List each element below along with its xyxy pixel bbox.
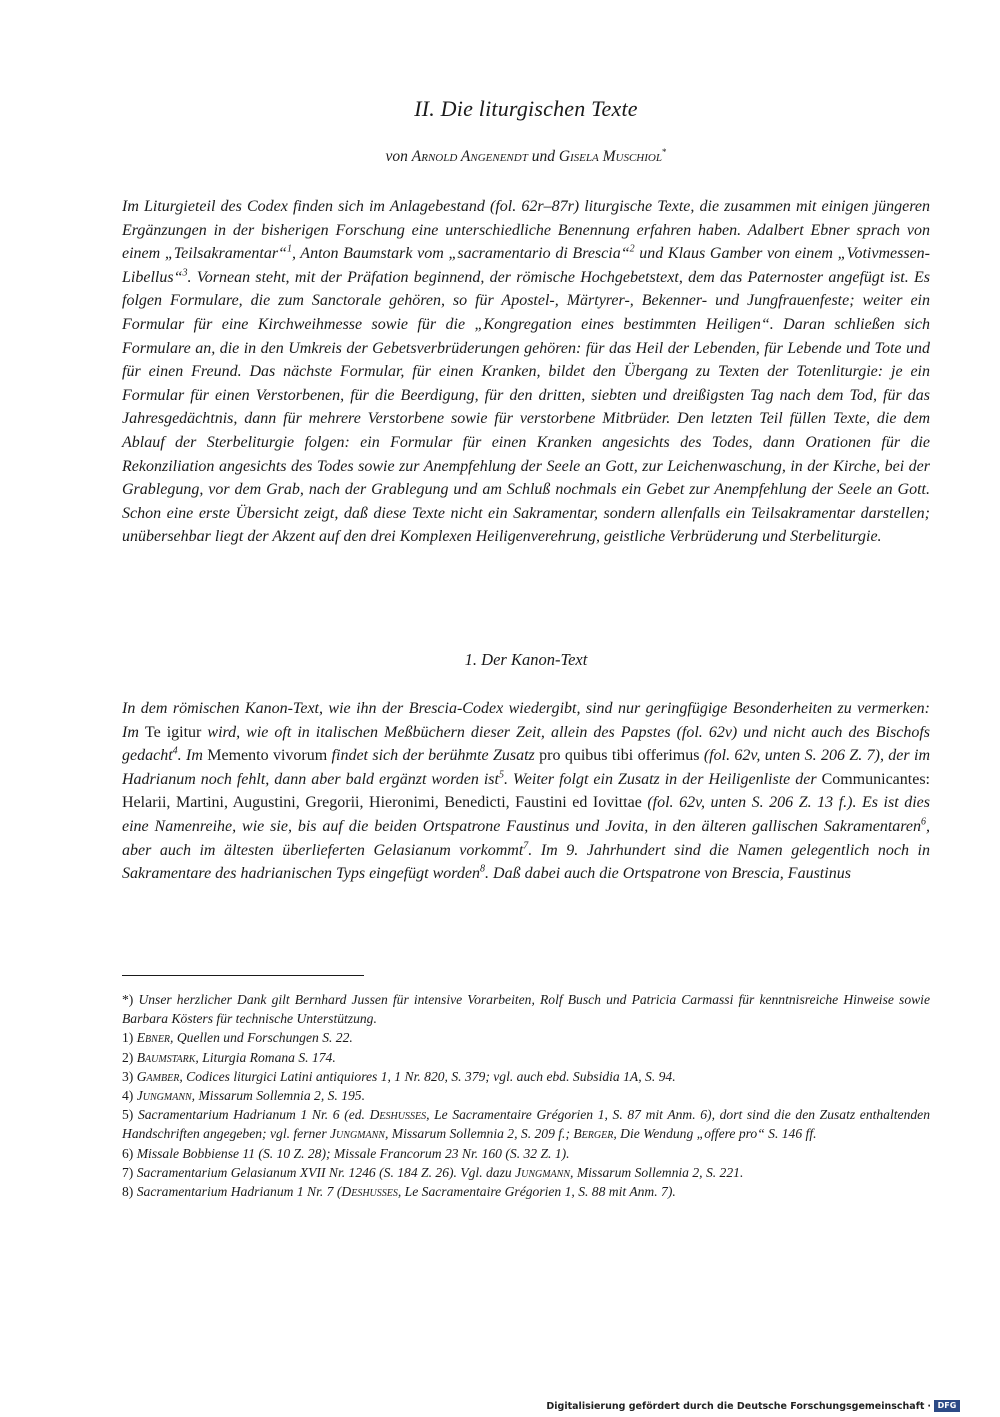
footnote-ref-8[interactable]: 8 bbox=[480, 863, 486, 875]
footnote-ref-1[interactable]: 1 bbox=[286, 243, 292, 255]
footnote-text: , Le Sacramentaire Grégorien 1, S. 87 mit Anm. 6), dort sind die den Zusatz enthaltenden Handschriften angegeben; vgl. ferner bbox=[122, 1107, 930, 1142]
kanon-text: findet sich der berühmte Zusatz bbox=[327, 747, 540, 765]
footnote-mark: 1) bbox=[122, 1030, 134, 1046]
footnote-separator bbox=[122, 975, 364, 976]
footnote-text: Sacramentarium Hadrianum 1 Nr. 6 (ed. bbox=[133, 1107, 370, 1123]
kanon-text: . Daß dabei auch die Ortspatrone von Brescia, Faustinus bbox=[485, 865, 851, 883]
authors-prefix: von bbox=[385, 148, 408, 166]
footnote-mark: 8) bbox=[122, 1184, 134, 1200]
footnote-ref-2[interactable]: 2 bbox=[629, 243, 635, 255]
latin-term: Memento vivorum bbox=[207, 747, 328, 765]
footnote-text: , Die Wendung „offere pro“ S. 146 ff. bbox=[613, 1126, 817, 1142]
dfg-logo-icon: DFG bbox=[934, 1400, 960, 1412]
footnote-text: Sacramentarium Hadrianum 1 Nr. 7 ( bbox=[133, 1184, 342, 1200]
footnote-text: Missale Bobbiense 11 (S. 10 Z. 28); Missale Francorum 23 Nr. 160 (S. 32 Z. 1). bbox=[133, 1145, 570, 1161]
footnote-mark: *) bbox=[122, 992, 134, 1007]
kanon-text: (fol. 62v, unten S. 206 Z. 7), der im Hadrianum noch fehlt, dann aber bald ergänzt worden ist bbox=[122, 747, 931, 788]
footnote-2 bbox=[122, 1048, 930, 1067]
footnote-text: , Missarum Sollemnia 2, S. 195. bbox=[191, 1088, 365, 1104]
footnote-text: , Missarum Sollemnia 2, S. 221. bbox=[570, 1164, 744, 1180]
footnote-mark: 5) bbox=[122, 1107, 134, 1123]
author-note-mark: * bbox=[661, 147, 667, 157]
footnote-ref-4[interactable]: 4 bbox=[172, 745, 178, 757]
footnote-mark: 7) bbox=[122, 1164, 134, 1180]
footnote-author: Baumstark bbox=[136, 1049, 196, 1065]
footnote-author: Deshusses bbox=[369, 1107, 427, 1123]
footnote-5 bbox=[122, 1105, 930, 1143]
intro-text: , Anton Baumstark vom „sacramentario di Brescia“ bbox=[291, 245, 630, 263]
footnote-text: , Codices liturgici Latini antiquiores 1, 1 Nr. 820, S. 379; vgl. auch ebd. Subsidia 1A, S. 94. bbox=[179, 1068, 676, 1084]
footnote-author: Jungmann bbox=[136, 1088, 192, 1104]
section-heading-kanon: 1. Der Kanon-Text bbox=[464, 650, 588, 669]
footnote-ref-6[interactable]: 6 bbox=[921, 816, 926, 828]
kanon-text: . Im bbox=[177, 747, 208, 765]
footnote-author: Jungmann bbox=[515, 1164, 571, 1180]
footnote-author: Berger bbox=[573, 1126, 614, 1142]
authors-connector: und bbox=[531, 148, 555, 166]
kanon-text: , aber auch im ältesten überlieferten Gelasianum vorkommt bbox=[122, 817, 930, 859]
footnote-mark: 4) bbox=[122, 1088, 134, 1104]
footnotes bbox=[122, 990, 930, 1201]
latin-term: pro quibus tibi offerimus bbox=[539, 747, 700, 765]
chapter-title: II. Die liturgischen Texte bbox=[414, 96, 638, 121]
footnote-ref-5[interactable]: 5 bbox=[498, 769, 504, 781]
footnote-author: Ebner bbox=[136, 1030, 171, 1046]
footnote-3 bbox=[122, 1067, 930, 1086]
author-line bbox=[122, 147, 930, 166]
kanon-text: (fol. 62v, unten S. 206 Z. 13 f.). Es ist dies eine Namenreihe, wie sie, bis auf die beiden Ortspatrone Faustinus und Jovita, in den älteren gallischen Sakramentaren bbox=[122, 794, 930, 835]
footnote-1 bbox=[122, 1028, 930, 1047]
digitization-credit bbox=[546, 1400, 960, 1412]
footnote-4 bbox=[122, 1086, 930, 1105]
latin-term: Te igitur bbox=[144, 723, 202, 741]
intro-text: Im Liturgieteil des Codex finden sich im Anlagebestand (fol. 62r–87r) liturgische Texte, die zusammen mit einigen jüngeren Ergänzungen in der bisherigen Forschung eine unterschiedliche Benennung erfahren haben. Adalbert Ebner sprach von einem „Teilsakramentar“ bbox=[122, 198, 930, 263]
footnote-ref-3[interactable]: 3 bbox=[182, 267, 188, 279]
kanon-paragraph bbox=[122, 697, 930, 886]
kanon-text: . Im 9. Jahrhundert sind die Namen gelegentlich noch in Sakramentare des hadrianischen Typs eingefügt worden bbox=[122, 841, 930, 883]
footnote-7 bbox=[122, 1163, 930, 1182]
document-page bbox=[122, 0, 930, 1417]
footnote-text: , Le Sacramentaire Grégorien 1, S. 88 mit Anm. 7). bbox=[397, 1184, 676, 1200]
credit-separator: · bbox=[927, 1400, 931, 1412]
footnote-author: Gamber bbox=[136, 1068, 180, 1084]
intro-paragraph bbox=[122, 195, 930, 549]
latin-term: Communicantes: Helarii, Martini, Augustini, Gregorii, Hieronimi, Benedicti, Faustini ed Iovittae bbox=[122, 770, 930, 812]
author-angenendt: Arnold Angenendt bbox=[411, 148, 528, 166]
footnote-text: , Missarum Sollemnia 2, S. 209 f.; bbox=[384, 1126, 574, 1142]
author-muschiol: Gisela Muschiol bbox=[558, 148, 662, 166]
footnote-6 bbox=[122, 1144, 930, 1163]
footnote-author: Jungmann bbox=[330, 1126, 385, 1142]
footnote-text: , Liturgia Romana S. 174. bbox=[195, 1049, 336, 1065]
kanon-text: . Weiter folgt ein Zusatz in der Heiligenliste der bbox=[503, 770, 822, 788]
footnote-author: Deshusses bbox=[341, 1184, 398, 1200]
intro-text: und Klaus Gamber von einem „Votivmessen-Libellus“ bbox=[122, 245, 931, 286]
kanon-text: In dem römischen Kanon-Text, wie ihn der Brescia-Codex wiedergibt, sind nur geringfügige Besonderheiten zu vermerken: Im bbox=[122, 700, 930, 741]
footnote-8 bbox=[122, 1182, 930, 1201]
footnote-text: Sacramentarium Gelasianum XVII Nr. 1246 (S. 184 Z. 26). Vgl. dazu bbox=[133, 1164, 516, 1180]
footnote-mark: 3) bbox=[122, 1068, 134, 1084]
intro-text: . Vornean steht, mit der Präfation beginnend, der römische Hochgebetstext, dem das Paternoster angefügt ist. Es folgen Formulare, die zum Sanctorale gehören, so für Apostel-, Märtyrer-, Bekenner- und Jungfrauenfeste; weiter ein Formular für eine Kirchweihmesse sowie für die „Kongregation eines bestimmten Heiligen“. Daran schließen sich Formulare an, die in den Umkreis der Gebetsverbrüderungen gehören: für das Heil der Lebenden, für Lebende und Tote und für einen Freund. Das nächste Formular, für einen Kranken, bildet den Übergang zu Texten der Totenliturgie: je ein Formular für einen Verstorbenen, für die Beerdigung, für den dritten, siebten und dreißigsten Tag nach dem Tod, für das Jahresgedächtnis, dann für mehrere Verstorbene sowie für verstorbene Mitbrüder. Den letzten Teil füllen Texte, die dem Ablauf der Sterbeliturgie folgen: ein Formular für einen Kranken angesichts des Todes, dann Orationen für die Rekonziliation angesichts des Todes sowie zur Anempfehlung der Seele an Gott, zur Leichenwaschung, in der Kirche, bei der Grablegung, vor dem Grab, nach der Grablegung und am Schluß nochmals ein Gebet zur Anempfehlung der Seele an Gott. Schon eine erste Übersicht zeigt, daß diese Texte nicht ein Sakramentar, sondern allenfalls ein Teilsakramentar darstellen; unübersehbar liegt der Akzent auf den drei Komplexen Heiligenverehrung, geistliche Verbrüderung und Sterbeliturgie. bbox=[122, 268, 930, 546]
credit-text: Digitalisierung gefördert durch die Deutsche Forschungsgemeinschaft bbox=[546, 1400, 925, 1412]
footnote-mark: 2) bbox=[122, 1049, 134, 1065]
kanon-text: wird, wie oft in italischen Meßbüchern dieser Zeit, allein des Papstes (fol. 62v) und nicht auch des Bischofs gedacht bbox=[122, 723, 931, 765]
footnote-text: , Quellen und Forschungen S. 22. bbox=[170, 1030, 353, 1046]
footnote-text: Unser herzlicher Dank gilt Bernhard Jussen für intensive Vorarbeiten, Rolf Busch und Patricia Carmassi für kenntnisreiche Hinweise sowie Barbara Kösters für technische Unterstützung. bbox=[122, 992, 930, 1027]
footnote-ref-7[interactable]: 7 bbox=[523, 840, 529, 852]
footnote-star bbox=[122, 990, 930, 1028]
footnote-mark: 6) bbox=[122, 1145, 134, 1161]
